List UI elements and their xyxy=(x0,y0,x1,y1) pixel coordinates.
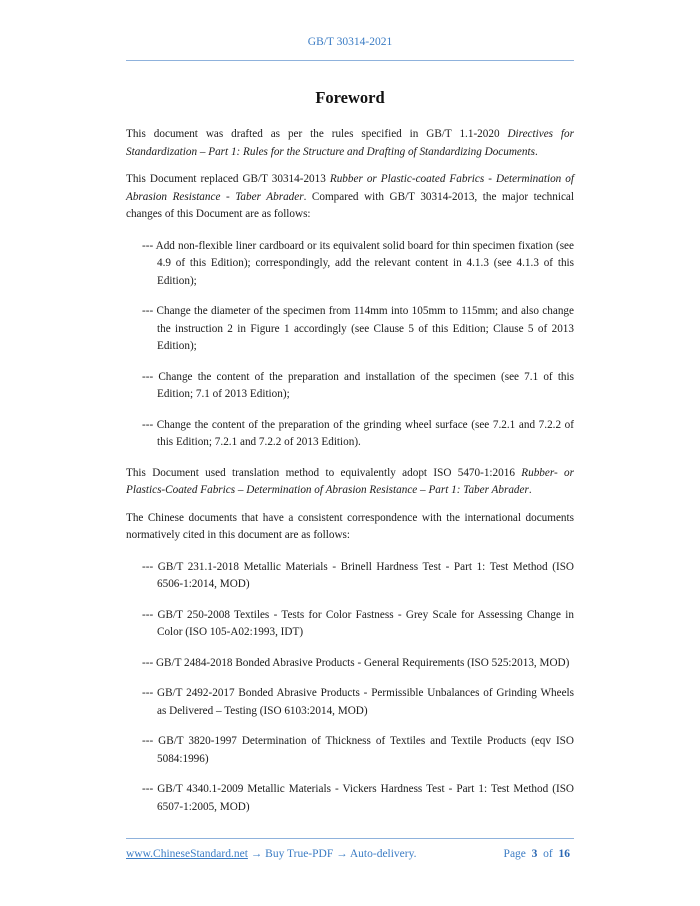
cited-title: Rubber- or Plastics-Coated Fabrics – Determination of Abrasion Resistance – Part 1: Taber Abrader xyxy=(126,466,574,496)
auto-delivery-text: Auto-delivery. xyxy=(349,848,417,860)
page-title: Foreword xyxy=(315,88,385,107)
arrow-icon: → xyxy=(333,848,350,860)
cited-title: Directives for Standardization – Part 1: Rules for the Structure and Drafting of Standardizing Documents xyxy=(126,128,574,158)
standard-id: GB/T 30314-2021 xyxy=(307,36,393,48)
page-header xyxy=(126,36,574,48)
list-item: --- Add non-flexible liner cardboard or its equivalent solid board for thin specimen fixation (see 4.9 of this Edition); correspondingly, add the relevant content in 4.1.3 (see 4.1.3 of this Edition); xyxy=(142,239,574,287)
header-divider xyxy=(126,60,574,61)
list-item: --- Change the diameter of the specimen from 114mm into 105mm to 115mm; and also change the instruction 2 in Figure 1 accordingly (see Clause 5 of this Edition; Clause 5 of 2013 Edition); xyxy=(142,305,574,352)
current-page: 3 xyxy=(531,848,538,860)
list-item: --- GB/T 250-2008 Textiles - Tests for Color Fastness - Grey Scale for Assessing Change in Color (ISO 105-A02:1993, IDT) xyxy=(142,608,574,638)
list-item: --- GB/T 4340.1-2009 Metallic Materials - Vickers Hardness Test - Part 1: Test Method (ISO 6507-1:2005, MOD) xyxy=(142,783,574,813)
cited-title: Rubber or Plastic-coated Fabrics - Determination of Abrasion Resistance - Taber Abrader xyxy=(126,173,574,203)
total-pages: 16 xyxy=(558,848,570,860)
site-link[interactable]: www.ChineseStandard.net xyxy=(126,848,248,860)
list-item: --- Change the content of the preparation and installation of the specimen (see 7.1 of this Edition; 7.1 of 2013 Edition); xyxy=(142,370,574,400)
list-item: --- GB/T 2484-2018 Bonded Abrasive Products - General Requirements (ISO 525:2013, MOD) xyxy=(142,656,570,669)
references-list xyxy=(126,559,574,817)
list-item: --- GB/T 231.1-2018 Metallic Materials - Brinell Hardness Test - Part 1: Test Method (ISO 6506-1:2014, MOD) xyxy=(142,560,574,590)
document-body xyxy=(126,126,574,829)
list-item: --- Change the content of the preparation of the grinding wheel surface (see 7.2.1 and 7.2.2 of this Edition; 7.2.1 and 7.2.2 of 2013 Edition). xyxy=(142,418,574,448)
buy-pdf-link[interactable]: Buy True-PDF xyxy=(265,848,334,860)
paragraph-adoption: This Document used translation method to equivalently adopt ISO 5470-1:2016 Rubber- or Plastics-Coated Fabrics – Determination of Abrasion Resistance – Part 1: Taber Abrader. xyxy=(126,466,574,496)
arrow-icon: → xyxy=(247,848,266,860)
footer-divider xyxy=(126,838,574,839)
list-item: --- GB/T 2492-2017 Bonded Abrasive Products - Permissible Unbalances of Grinding Wheels as Delivered – Testing (ISO 6103:2014, MOD) xyxy=(142,687,574,717)
changes-list xyxy=(126,238,574,452)
paragraph-drafting-rules: This document was drafted as per the rules specified in GB/T 1.1-2020 Directives for Standardization – Part 1: Rules for the Structure and Drafting of Standardizing Documents. xyxy=(126,128,574,158)
paragraph-replacement: This Document replaced GB/T 30314-2013 Rubber or Plastic-coated Fabrics - Determination of Abrasion Resistance - Taber Abrader. Compared with GB/T 30314-2013, the major technical changes of this Document are as follows: xyxy=(126,173,574,220)
list-item: --- GB/T 3820-1997 Determination of Thickness of Textiles and Textile Products (eqv ISO 5084:1996) xyxy=(142,735,574,765)
paragraph-references-intro: The Chinese documents that have a consistent correspondence with the international documents normatively cited in this document are as follows: xyxy=(126,511,574,541)
page-footer xyxy=(126,848,574,860)
page-indicator: Page 3 of 16 xyxy=(503,848,570,860)
